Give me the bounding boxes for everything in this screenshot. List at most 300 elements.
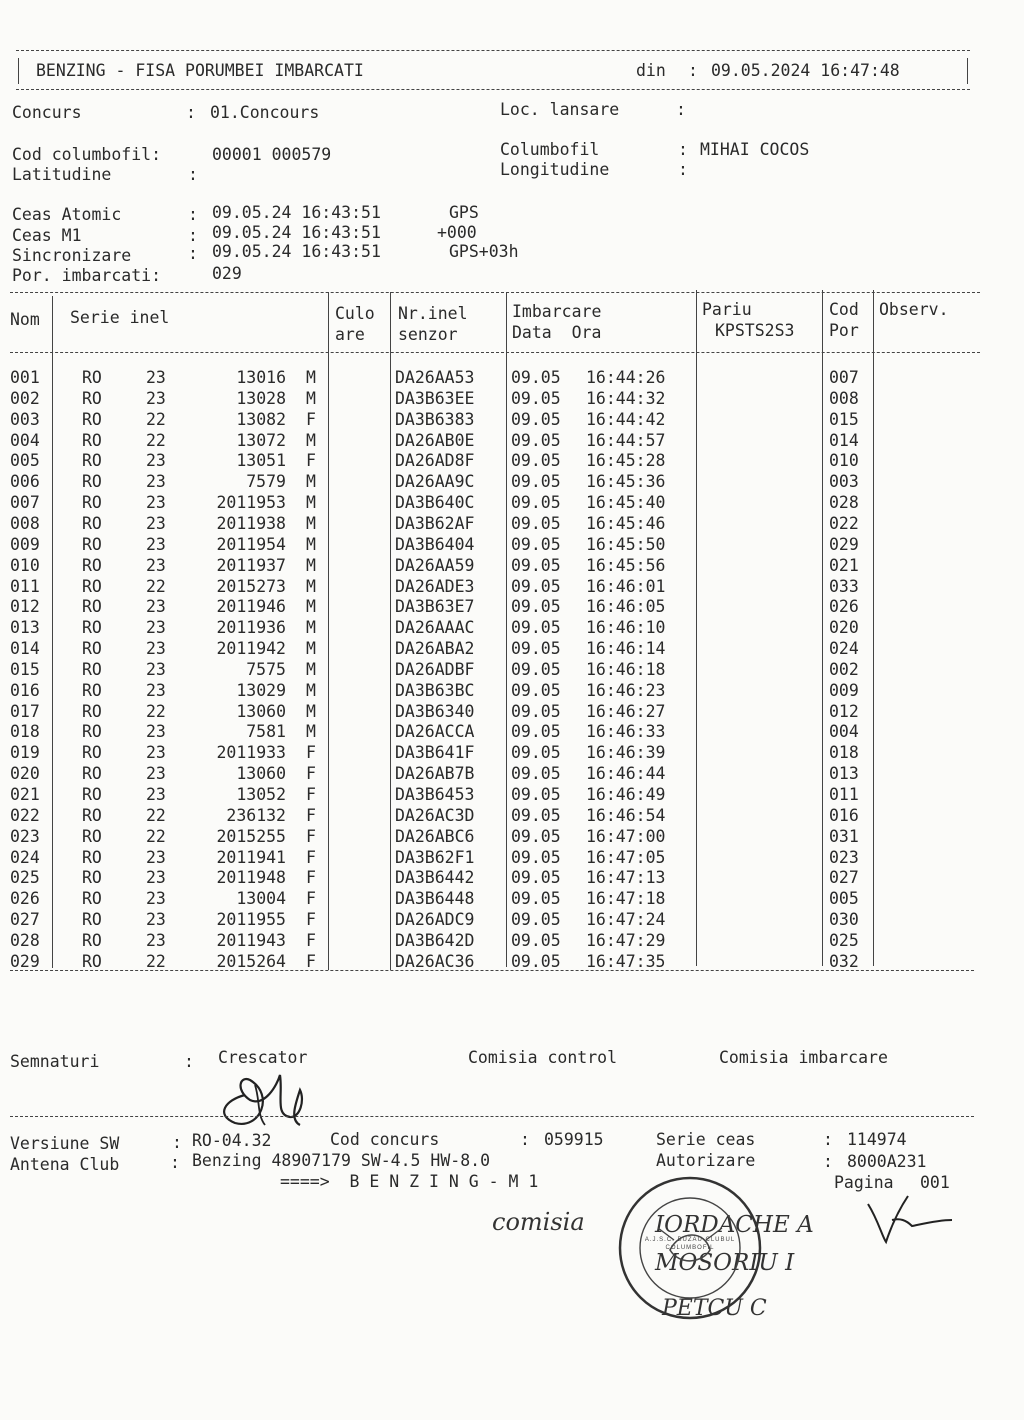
row-nom: 005: [10, 451, 40, 471]
row-nom: 003: [10, 409, 40, 429]
row-year: 23: [146, 534, 166, 554]
row-year: 23: [146, 472, 166, 492]
row-cod: 007: [829, 368, 859, 387]
row-date: 09.05: [511, 409, 561, 429]
row-sex: F: [306, 785, 316, 804]
row-senzor: DA3B63E7: [395, 597, 475, 617]
date-value: 09.05.2024 16:47:48: [711, 61, 900, 80]
antena-club-value: Benzing 48907179 SW-4.5 HW-8.0: [192, 1151, 491, 1170]
row-date: 09.05: [511, 576, 561, 596]
row-ring: 2015264: [216, 951, 286, 971]
col-header-observ: Observ.: [879, 300, 949, 319]
row-sex: M: [306, 659, 316, 679]
row-country: RO: [82, 534, 102, 554]
row-time: 16:47:00: [586, 826, 666, 846]
row-nom: 026: [10, 889, 40, 909]
row-date: 09.05: [511, 430, 561, 450]
row-time: 16:46:33: [586, 722, 666, 742]
row-sex: M: [306, 576, 316, 596]
document-title: BENZING - FISA PORUMBEI IMBARCATI: [36, 61, 364, 80]
row-date: 09.05: [511, 805, 561, 825]
row-country: RO: [82, 388, 102, 408]
row-cod: 023: [829, 847, 859, 867]
row-ring: 13004: [236, 889, 286, 909]
handwritten-name-3: PETCU C: [662, 1296, 767, 1321]
row-sex: M: [306, 701, 316, 721]
handwritten-comisia: comisia: [492, 1208, 585, 1236]
row-nom: 002: [10, 388, 40, 408]
row-cod: 005: [829, 889, 859, 909]
row-senzor: DA3B6340: [395, 701, 475, 721]
benzing-brand-line: ====> B E N Z I N G - M 1: [280, 1172, 539, 1191]
row-year: 23: [146, 847, 166, 867]
autorizare-value: 8000A231: [847, 1152, 927, 1171]
row-cod: 020: [829, 618, 859, 638]
por-imbarcati-value: 029: [212, 264, 242, 283]
antena-club-label: Antena Club: [10, 1155, 120, 1174]
row-ring: 2011953: [216, 493, 286, 513]
row-country: RO: [82, 472, 102, 492]
row-country: RO: [82, 513, 102, 533]
col-header-pariu: Pariu: [702, 300, 752, 319]
row-sex: M: [306, 618, 316, 638]
row-nom: 011: [10, 576, 40, 596]
row-time: 16:47:24: [586, 910, 666, 930]
row-nom: 012: [10, 597, 40, 617]
row-nom: 022: [10, 805, 40, 825]
row-time: 16:45:28: [586, 451, 666, 471]
row-time: 16:47:13: [586, 868, 666, 888]
row-sex: M: [306, 534, 316, 554]
row-country: RO: [82, 618, 102, 638]
row-date: 09.05: [511, 555, 561, 575]
row-ring: 13060: [236, 701, 286, 721]
row-senzor: DA3B62AF: [395, 513, 475, 533]
club-stamp-text: A.J.S.C. BUZAU CLUBUL COLUMBOFIL: [644, 1237, 736, 1251]
row-ring: 7575: [246, 659, 286, 679]
row-year: 23: [146, 680, 166, 700]
por-imbarcati-label: Por. imbarcati:: [12, 266, 162, 285]
row-ring: 2015255: [216, 826, 286, 846]
col-header-senzor: senzor: [398, 325, 458, 344]
row-year: 23: [146, 722, 166, 742]
row-cod: 002: [829, 659, 859, 679]
row-cod: 010: [829, 451, 859, 471]
row-senzor: DA26AC36: [395, 951, 475, 971]
row-sex: F: [306, 930, 316, 950]
row-time: 16:46:10: [586, 618, 666, 638]
row-nom: 018: [10, 722, 40, 742]
row-ring: 2011938: [216, 513, 286, 533]
row-time: 16:46:05: [586, 597, 666, 617]
row-nom: 027: [10, 910, 40, 930]
autorizare-label: Autorizare: [656, 1151, 756, 1170]
ceas-m1-value: 09.05.24 16:43:51: [212, 223, 381, 242]
row-cod: 012: [829, 701, 859, 721]
row-date: 09.05: [511, 451, 561, 471]
row-ring: 2011946: [216, 597, 286, 617]
row-sex: F: [306, 764, 316, 784]
row-senzor: DA26AC3D: [395, 805, 475, 825]
row-senzor: DA26ADBF: [395, 659, 475, 679]
row-sex: M: [306, 368, 316, 387]
row-date: 09.05: [511, 847, 561, 867]
row-country: RO: [82, 701, 102, 721]
row-country: RO: [82, 576, 102, 596]
row-year: 23: [146, 451, 166, 471]
versiune-sw-label: Versiune SW: [10, 1134, 120, 1153]
row-year: 23: [146, 555, 166, 575]
header-left-border: [18, 58, 19, 84]
row-nom: 028: [10, 930, 40, 950]
row-year: 23: [146, 785, 166, 804]
row-time: 16:45:40: [586, 493, 666, 513]
row-senzor: DA26AB0E: [395, 430, 475, 450]
col-header-culo-2: are: [335, 325, 365, 344]
row-sex: F: [306, 805, 316, 825]
longitudine-label: Longitudine: [500, 160, 610, 179]
row-ring: 2011942: [216, 639, 286, 659]
row-time: 16:45:50: [586, 534, 666, 554]
signature-crescator-label: Crescator: [218, 1048, 308, 1067]
col-header-data-ora: Data Ora: [512, 323, 602, 342]
row-cod: 031: [829, 826, 859, 846]
row-year: 23: [146, 764, 166, 784]
row-sex: F: [306, 951, 316, 971]
row-time: 16:47:18: [586, 889, 666, 909]
row-cod: 013: [829, 764, 859, 784]
row-sex: M: [306, 597, 316, 617]
row-nom: 023: [10, 826, 40, 846]
row-date: 09.05: [511, 764, 561, 784]
row-senzor: DA3B6448: [395, 889, 475, 909]
row-senzor: DA3B640C: [395, 493, 475, 513]
row-senzor: DA26AD8F: [395, 451, 475, 471]
row-year: 22: [146, 701, 166, 721]
row-sex: F: [306, 868, 316, 888]
row-country: RO: [82, 368, 102, 387]
row-country: RO: [82, 764, 102, 784]
row-time: 16:46:49: [586, 785, 666, 804]
row-cod: 021: [829, 555, 859, 575]
row-country: RO: [82, 868, 102, 888]
row-ring: 13028: [236, 388, 286, 408]
row-year: 23: [146, 388, 166, 408]
columbofil-label: Columbofil: [500, 140, 600, 159]
row-time: 16:44:57: [586, 430, 666, 450]
handwritten-name-1: IORDACHE A: [655, 1212, 814, 1238]
row-time: 16:46:18: [586, 659, 666, 679]
row-ring: 2011936: [216, 618, 286, 638]
row-date: 09.05: [511, 910, 561, 930]
row-country: RO: [82, 805, 102, 825]
row-time: 16:44:42: [586, 409, 666, 429]
row-nom: 015: [10, 659, 40, 679]
row-cod: 004: [829, 722, 859, 742]
row-country: RO: [82, 639, 102, 659]
row-ring: 13060: [236, 764, 286, 784]
row-time: 16:45:36: [586, 472, 666, 492]
date-label: din: [636, 61, 666, 80]
row-date: 09.05: [511, 639, 561, 659]
row-country: RO: [82, 743, 102, 763]
col-header-serie: Serie inel: [70, 308, 170, 327]
row-year: 23: [146, 659, 166, 679]
row-time: 16:46:23: [586, 680, 666, 700]
col-header-imbarcare: Imbarcare: [512, 302, 602, 321]
crescator-signature: [205, 1055, 315, 1135]
row-time: 16:44:32: [586, 388, 666, 408]
row-sex: M: [306, 680, 316, 700]
row-senzor: DA3B6404: [395, 534, 475, 554]
cod-concurs-value: 059915: [544, 1130, 604, 1149]
row-year: 22: [146, 430, 166, 450]
row-senzor: DA26ABA2: [395, 639, 475, 659]
concurs-label: Concurs: [12, 103, 82, 122]
row-year: 23: [146, 618, 166, 638]
row-nom: 010: [10, 555, 40, 575]
row-cod: 025: [829, 930, 859, 950]
columbofil-value: MIHAI COCOS: [700, 140, 810, 159]
table-top-rule: [10, 292, 980, 293]
row-nom: 004: [10, 430, 40, 450]
row-cod: 003: [829, 472, 859, 492]
row-year: 23: [146, 910, 166, 930]
pagina-label: Pagina: [834, 1173, 894, 1192]
row-senzor: DA26AA59: [395, 555, 475, 575]
row-cod: 027: [829, 868, 859, 888]
sincronizare-label: Sincronizare: [12, 246, 132, 265]
row-country: RO: [82, 451, 102, 471]
row-country: RO: [82, 555, 102, 575]
row-date: 09.05: [511, 618, 561, 638]
row-country: RO: [82, 889, 102, 909]
row-sex: F: [306, 910, 316, 930]
row-sex: M: [306, 722, 316, 742]
row-country: RO: [82, 910, 102, 930]
row-sex: F: [306, 743, 316, 763]
row-cod: 018: [829, 743, 859, 763]
row-nom: 006: [10, 472, 40, 492]
row-ring: 13029: [236, 680, 286, 700]
row-date: 09.05: [511, 472, 561, 492]
row-nom: 008: [10, 513, 40, 533]
row-cod: 014: [829, 430, 859, 450]
row-time: 16:46:54: [586, 805, 666, 825]
row-ring: 13016: [236, 368, 286, 387]
row-cod: 033: [829, 576, 859, 596]
row-ring: 2011933: [216, 743, 286, 763]
row-sex: M: [306, 388, 316, 408]
versiune-sw-value: RO-04.32: [192, 1131, 272, 1150]
row-time: 16:45:56: [586, 555, 666, 575]
row-sex: M: [306, 513, 316, 533]
row-nom: 016: [10, 680, 40, 700]
row-ring: 2011941: [216, 847, 286, 867]
row-ring: 7581: [246, 722, 286, 742]
row-sex: F: [306, 826, 316, 846]
row-nom: 021: [10, 785, 40, 804]
row-date: 09.05: [511, 680, 561, 700]
row-senzor: DA3B62F1: [395, 847, 475, 867]
row-date: 09.05: [511, 534, 561, 554]
pagina-value: 001: [920, 1173, 950, 1192]
col-header-cod: Cod: [829, 300, 859, 319]
authorization-signature: [860, 1190, 960, 1250]
row-senzor: DA26AA53: [395, 368, 475, 387]
row-ring: 2011948: [216, 868, 286, 888]
row-ring: 13072: [236, 430, 286, 450]
cod-columbofil-label: Cod columbofil:: [12, 145, 162, 164]
row-senzor: DA3B6383: [395, 409, 475, 429]
signature-comisia-control-label: Comisia control: [468, 1048, 618, 1067]
ceas-atomic-source: GPS: [449, 203, 479, 222]
row-ring: 13051: [236, 451, 286, 471]
row-sex: F: [306, 847, 316, 867]
row-ring: 2015273: [216, 576, 286, 596]
row-year: 22: [146, 409, 166, 429]
col-header-nr-inel: Nr.inel: [398, 304, 468, 323]
row-year: 22: [146, 951, 166, 971]
row-time: 16:46:27: [586, 701, 666, 721]
row-nom: 007: [10, 493, 40, 513]
row-nom: 001: [10, 368, 40, 387]
row-country: RO: [82, 847, 102, 867]
row-year: 23: [146, 493, 166, 513]
row-cod: 029: [829, 534, 859, 554]
row-date: 09.05: [511, 597, 561, 617]
row-year: 23: [146, 513, 166, 533]
row-cod: 008: [829, 388, 859, 408]
row-date: 09.05: [511, 930, 561, 950]
row-time: 16:45:46: [586, 513, 666, 533]
concurs-value: 01.Concours: [210, 103, 320, 122]
serie-ceas-value: 114974: [847, 1130, 907, 1149]
row-senzor: DA3B642D: [395, 930, 475, 950]
row-cod: 032: [829, 951, 859, 971]
row-country: RO: [82, 680, 102, 700]
row-ring: 236132: [226, 805, 286, 825]
header-right-border: [967, 58, 968, 84]
ceas-m1-offset: +000: [437, 223, 477, 242]
row-year: 22: [146, 576, 166, 596]
row-cod: 030: [829, 910, 859, 930]
row-senzor: DA3B641F: [395, 743, 475, 763]
row-country: RO: [82, 826, 102, 846]
ceas-atomic-value: 09.05.24 16:43:51: [212, 203, 381, 222]
row-sex: M: [306, 555, 316, 575]
row-ring: 13082: [236, 409, 286, 429]
row-nom: 009: [10, 534, 40, 554]
row-country: RO: [82, 597, 102, 617]
row-year: 23: [146, 597, 166, 617]
row-ring: 2011955: [216, 910, 286, 930]
row-country: RO: [82, 430, 102, 450]
row-cod: 011: [829, 785, 859, 804]
latitudine-label: Latitudine: [12, 165, 112, 184]
row-date: 09.05: [511, 388, 561, 408]
row-senzor: DA3B63BC: [395, 680, 475, 700]
row-nom: 024: [10, 847, 40, 867]
row-year: 23: [146, 930, 166, 950]
row-cod: 024: [829, 639, 859, 659]
row-senzor: DA3B6442: [395, 868, 475, 888]
row-senzor: DA3B6453: [395, 785, 475, 804]
row-time: 16:44:26: [586, 368, 666, 387]
row-date: 09.05: [511, 493, 561, 513]
row-year: 23: [146, 743, 166, 763]
serie-ceas-label: Serie ceas: [656, 1130, 756, 1149]
row-sex: M: [306, 493, 316, 513]
row-nom: 014: [10, 639, 40, 659]
row-country: RO: [82, 659, 102, 679]
row-senzor: DA26AAAC: [395, 618, 475, 638]
row-date: 09.05: [511, 513, 561, 533]
row-sex: M: [306, 472, 316, 492]
row-senzor: DA26ADC9: [395, 910, 475, 930]
ceas-atomic-label: Ceas Atomic: [12, 205, 122, 224]
row-country: RO: [82, 951, 102, 971]
row-time: 16:47:05: [586, 847, 666, 867]
row-time: 16:46:14: [586, 639, 666, 659]
row-cod: 028: [829, 493, 859, 513]
row-year: 23: [146, 368, 166, 387]
sincronizare-source: GPS+03h: [449, 242, 519, 261]
row-year: 23: [146, 889, 166, 909]
row-senzor: DA26ABC6: [395, 826, 475, 846]
header-top-rule: [16, 50, 970, 51]
row-nom: 025: [10, 868, 40, 888]
row-year: 22: [146, 805, 166, 825]
row-ring: 2011943: [216, 930, 286, 950]
row-country: RO: [82, 409, 102, 429]
row-date: 09.05: [511, 659, 561, 679]
signatures-label: Semnaturi: [10, 1052, 100, 1071]
row-time: 16:46:39: [586, 743, 666, 763]
handwritten-name-2: MOSORIU I: [655, 1250, 795, 1276]
row-year: 22: [146, 826, 166, 846]
col-header-kpsts: KPSTS2S3: [715, 321, 795, 340]
row-nom: 019: [10, 743, 40, 763]
ceas-m1-label: Ceas M1: [12, 226, 82, 245]
row-cod: 022: [829, 513, 859, 533]
row-country: RO: [82, 785, 102, 804]
row-nom: 020: [10, 764, 40, 784]
row-year: 23: [146, 639, 166, 659]
loc-lansare-label: Loc. lansare: [500, 100, 620, 119]
row-date: 09.05: [511, 722, 561, 742]
row-senzor: DA26AA9C: [395, 472, 475, 492]
row-country: RO: [82, 930, 102, 950]
footer-top-rule: [10, 1116, 974, 1117]
row-ring: 7579: [246, 472, 286, 492]
row-date: 09.05: [511, 785, 561, 804]
row-senzor: DA26ACCA: [395, 722, 475, 742]
row-date: 09.05: [511, 368, 561, 387]
row-ring: 13052: [236, 785, 286, 804]
row-nom: 013: [10, 618, 40, 638]
row-sex: F: [306, 889, 316, 909]
header-bottom-rule: [16, 89, 970, 90]
row-cod: 009: [829, 680, 859, 700]
row-year: 23: [146, 868, 166, 888]
row-cod: 026: [829, 597, 859, 617]
row-nom: 029: [10, 951, 40, 971]
row-ring: 2011937: [216, 555, 286, 575]
signature-comisia-imbarcare-label: Comisia imbarcare: [719, 1048, 888, 1067]
row-senzor: DA26ADE3: [395, 576, 475, 596]
row-date: 09.05: [511, 701, 561, 721]
